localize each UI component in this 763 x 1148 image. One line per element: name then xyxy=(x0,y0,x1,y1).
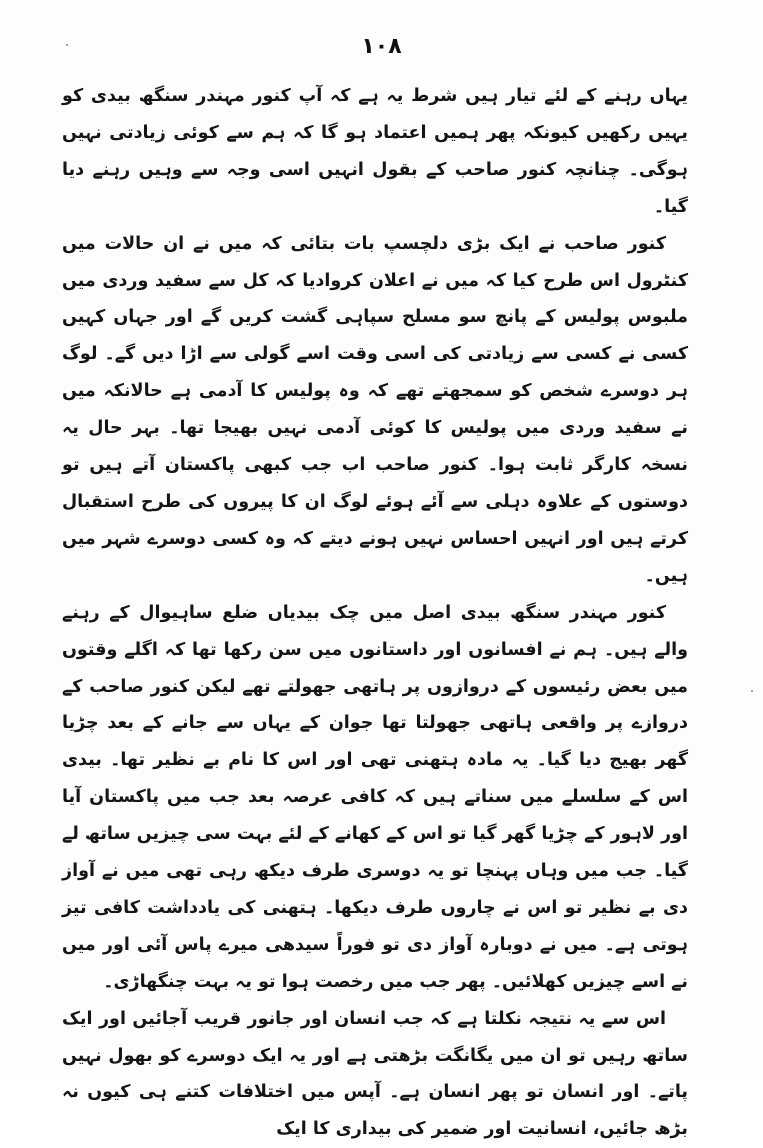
paragraph-4: اس سے یہ نتیجہ نکلتا ہے کہ جب انسان اور جانور قریب آجائیں اور ایک ساتھ رہیں تو ان میں یگانگت بڑھتی ہے اور یہ ایک دوسرے کو بھول نہیں پاتے۔ اور انسان تو پھر انسان ہے۔ آپس میں اختلافات کتنے ہی کیوں نہ بڑھ جائیں، انسانیت اور ضمیر کی بیداری کا ایک xyxy=(62,1008,688,1140)
paragraph-1: یہاں رہنے کے لئے تیار ہیں شرط یہ ہے کہ آپ کنور مہندر سنگھ بیدی کو یہیں رکھیں کیونکہ پھر ہمیں اعتماد ہو گا کہ ہم سے کوئی زیادتی نہیں ہوگی۔ چنانچہ کنور صاحب کے بقول انہیں اسی وجہ سے وہیں رہنے دیا گیا۔ xyxy=(62,86,688,217)
body-text xyxy=(62,78,688,1148)
page-number: ۱۰۸ xyxy=(361,34,402,59)
scan-speck xyxy=(66,44,68,46)
paragraph-2: کنور صاحب نے ایک بڑی دلچسپ بات بتائی کہ میں نے ان حالات میں کنٹرول اس طرح کیا کہ میں نے اعلان کروادیا کہ کل سے سفید وردی میں ملبوس پولیس کے پانچ سو مسلح سپاہی گشت کریں گے اور جہاں کہیں کسی نے کسی سے زیادتی کی اسی وقت اسے گولی سے اڑا دیں گے۔ لوگ ہر دوسرے شخص کو سمجھتے تھے کہ وہ پولیس کا آدمی ہے حالانکہ میں نے سفید وردی میں پولیس کا کوئی آدمی نہیں بھیجا تھا۔ بہر حال یہ نسخہ کارگر ثابت ہوا۔ کنور صاحب اب جب کبھی پاکستان آتے ہیں تو دوستوں کے علاوہ دہلی سے آئے ہوئے لوگ ان کا پیروں کی طرح استقبال کرتے ہیں اور انہیں احساس نہیں ہونے دیتے کہ وہ کسی دوسرے شہر میں ہیں۔ xyxy=(62,233,688,586)
paragraph-3: کنور مہندر سنگھ بیدی اصل میں چک بیدیاں ضلع ساہیوال کے رہنے والے ہیں۔ ہم نے افسانوں اور داستانوں میں سن رکھا تھا کہ اگلے وقتوں میں بعض رئیسوں کے دروازوں پر ہاتھی جھولتے تھے لیکن کنور صاحب کے دروازے پر واقعی ہاتھی جھولتا تھا جوان کے یہاں سے جانے کے بعد چڑیا گھر بھیج دیا گیا۔ یہ مادہ ہتھنی تھی اور اس کا نام بے نظیر تھا۔ بیدی اس کے سلسلے میں سناتے ہیں کہ کافی عرصہ بعد جب میں پاکستان آیا اور لاہور کے چڑیا گھر گیا تو اس کے کھانے کے لئے بہت سی چیزیں ساتھ لے گیا۔ جب میں وہاں پہنچا تو یہ دوسری طرف دیکھ رہی تھی میں نے آواز دی بے نظیر تو اس نے چاروں طرف دیکھا۔ ہتھنی کی یادداشت کافی تیز ہوتی ہے۔ میں نے دوبارہ آواز دی تو فوراً سیدھی میرے پاس آئی اور میں نے اسے چیزیں کھلائیں۔ پھر جب میں رخصت ہوا تو یہ بہت چنگھاڑی۔ xyxy=(62,602,688,992)
scan-speck xyxy=(751,690,753,692)
